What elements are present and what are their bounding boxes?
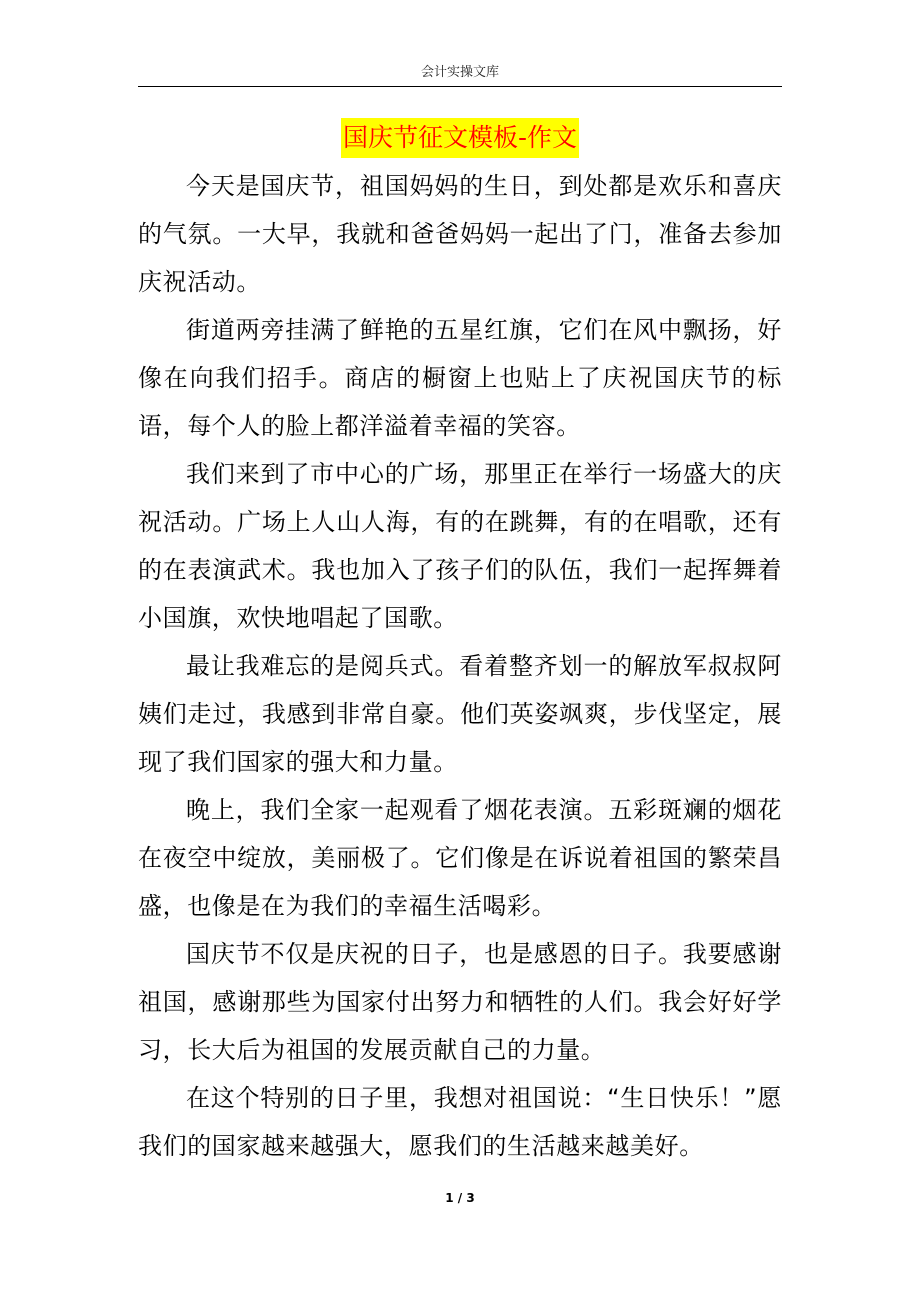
title-container (0, 118, 920, 158)
paragraph: 在这个特别的日子里，我想对祖国说：“生日快乐！”愿我们的国家越来越强大，愿我们的生活越来越美好。 (138, 1084, 782, 1160)
paragraph: 今天是国庆节，祖国妈妈的生日，到处都是欢乐和喜庆的气氛。一大早，我就和爸爸妈妈一起出了门，准备去参加庆祝活动。 (138, 172, 782, 296)
page-number: 1 / 3 (445, 1191, 475, 1205)
document-title: 国庆节征文模板-作文 (341, 118, 579, 158)
paragraph: 国庆节不仅是庆祝的日子，也是感恩的日子。我要感谢祖国，感谢那些为国家付出努力和牺牲的人们。我会好好学习，长大后为祖国的发展贡献自己的力量。 (138, 940, 782, 1064)
paragraph: 最让我难忘的是阅兵式。看着整齐划一的解放军叔叔阿姨们走过，我感到非常自豪。他们英姿飒爽，步伐坚定，展现了我们国家的强大和力量。 (138, 652, 782, 776)
paragraph: 街道两旁挂满了鲜艳的五星红旗，它们在风中飘扬，好像在向我们招手。商店的橱窗上也贴上了庆祝国庆节的标语，每个人的脸上都洋溢着幸福的笑容。 (138, 316, 782, 440)
paragraph: 晚上，我们全家一起观看了烟花表演。五彩斑斓的烟花在夜空中绽放，美丽极了。它们像是在诉说着祖国的繁荣昌盛，也像是在为我们的幸福生活喝彩。 (138, 796, 782, 920)
paragraph: 我们来到了市中心的广场，那里正在举行一场盛大的庆祝活动。广场上人山人海，有的在跳舞，有的在唱歌，还有的在表演武术。我也加入了孩子们的队伍，我们一起挥舞着小国旗，欢快地唱起了国歌。 (138, 460, 782, 632)
document-body (138, 162, 782, 1170)
header-divider (138, 86, 782, 87)
page-header: 会计实操文库 (420, 65, 499, 80)
